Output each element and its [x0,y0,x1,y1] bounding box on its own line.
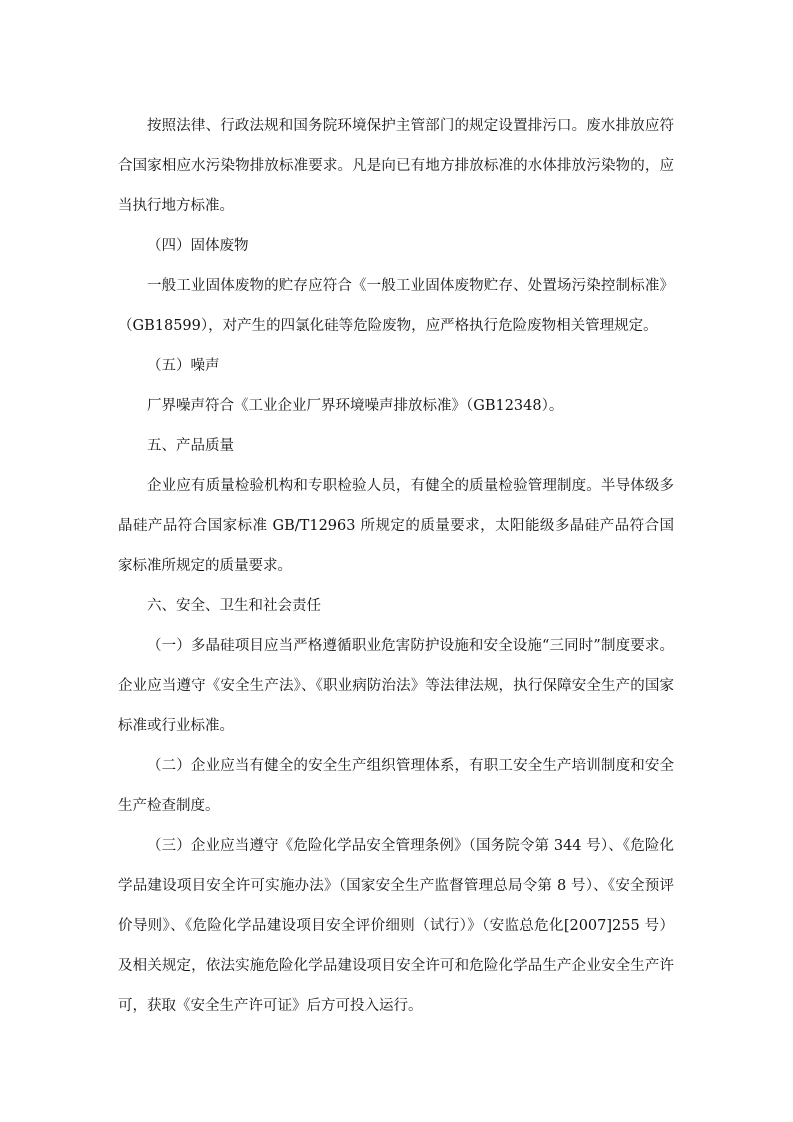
heading-product-quality: 五、产品质量 [147,438,234,454]
document-page [118,106,674,1026]
paragraph-safety-item-3: （三）企业应当遵守《危险化学品安全管理条例》（国务院令第 344 号）、《危险化学品建设项目安全许可实施办法》（国家安全生产监督管理总局令第 8 号）、《安全预评价导则》、《危险化学品建设项目安全评价细则（试行）》（安监总危化[2007]255 号）及相关规定，依法实施危险化学品建设项目安全许可和危险化学品生产企业安全生产许可，获取《安全生产许可证》后方可投入运行。 [118,838,674,1014]
paragraph-solid-waste: 一般工业固体废物的贮存应符合《一般工业固体废物贮存、处置场污染控制标准》（GB18599），对产生的四氯化硅等危险废物，应严格执行危险废物相关管理规定。 [118,278,674,334]
heading-solid-waste: （四）固体废物 [147,238,249,254]
paragraph-safety-item-1: （一）多晶硅项目应当严格遵循职业危害防护设施和安全设施“三同时”制度要求。企业应当遵守《安全生产法》、《职业病防治法》等法律法规，执行保障安全生产的国家标准或行业标准。 [118,638,674,734]
paragraph-sewage-outlet: 按照法律、行政法规和国务院环境保护主管部门的规定设置排污口。废水排放应符合国家相应水污染物排放标准要求。凡是向已有地方排放标准的水体排放污染物的，应当执行地方标准。 [118,118,674,214]
heading-noise: （五）噪声 [147,358,220,374]
paragraph-noise: 厂界噪声符合《工业企业厂界环境噪声排放标准》（GB12348）。 [147,398,564,414]
heading-safety-health-responsibility: 六、安全、卫生和社会责任 [147,598,321,614]
paragraph-safety-item-2: （二）企业应当有健全的安全生产组织管理体系，有职工安全生产培训制度和安全生产检查制度。 [118,758,674,814]
paragraph-product-quality: 企业应有质量检验机构和专职检验人员，有健全的质量检验管理制度。半导体级多晶硅产品符合国家标准 GB/T12963 所规定的质量要求，太阳能级多晶硅产品符合国家标准所规定的质量要求。 [118,478,674,574]
